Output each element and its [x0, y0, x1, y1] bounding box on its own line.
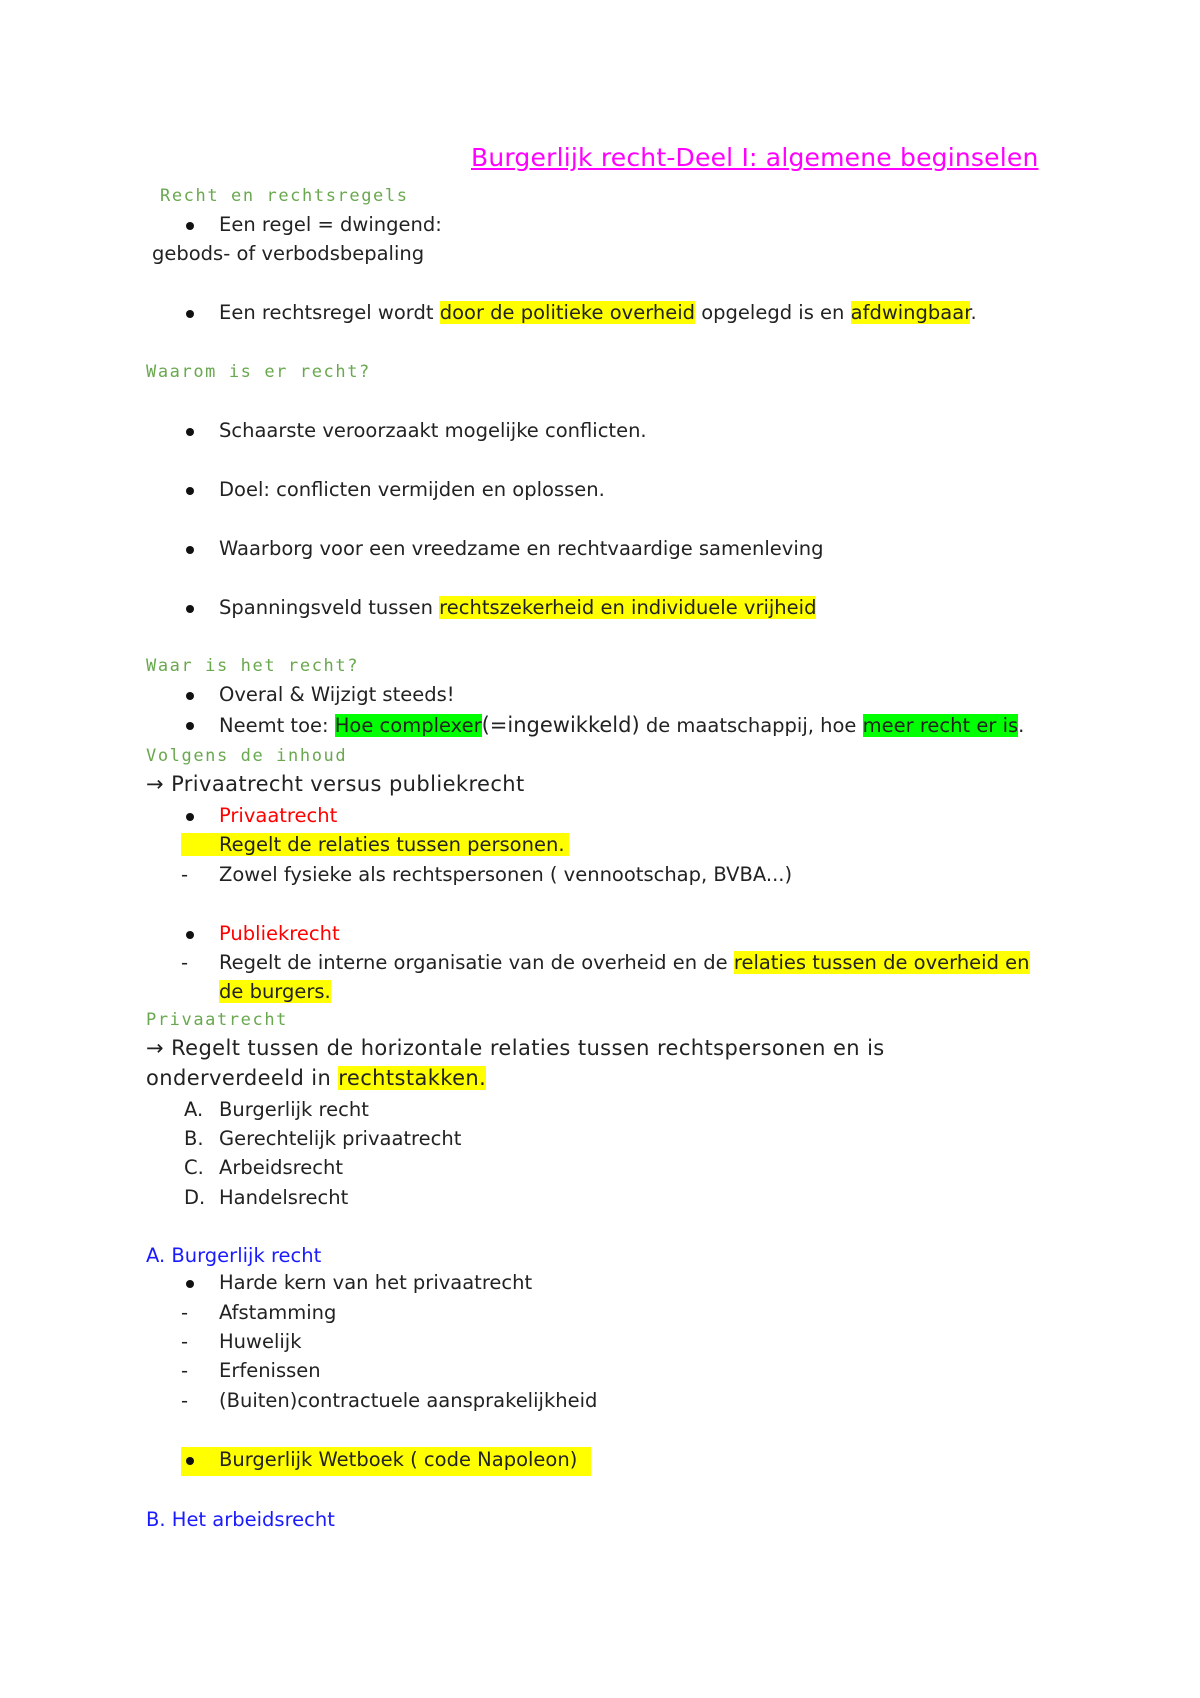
s1-bullet-1: Een regel = dwingend: — [219, 213, 442, 236]
privaatrecht-label: Privaatrecht — [219, 804, 338, 827]
bullet-icon — [186, 722, 194, 730]
heading-waar-is-het-recht: Waar is het recht? — [146, 656, 360, 676]
text: . — [970, 301, 977, 324]
s5-arrow-line-1: → Regelt tussen de horizontale relaties tussen rechtspersonen en is — [146, 1036, 885, 1060]
s4-priv-dash-2: Zowel fysieke als rechtspersonen ( vennootschap, BVBA...) — [219, 863, 793, 886]
highlight: relaties tussen de overheid en — [733, 951, 1030, 974]
bullet-icon — [186, 222, 194, 230]
highlight: rechtszekerheid en individuele vrijheid — [439, 596, 817, 619]
s2-bullet-4 — [219, 596, 816, 619]
heading-volgens-de-inhoud: Volgens de inhoud — [146, 746, 348, 766]
list-item-text: Gerechtelijk privaatrecht — [219, 1127, 462, 1150]
text: onderverdeeld in — [146, 1066, 339, 1090]
heading-privaatrecht: Privaatrecht — [146, 1010, 289, 1030]
highlight: de burgers. — [219, 980, 331, 1003]
list-item-text: Burgerlijk recht — [219, 1098, 369, 1121]
s4-arrow-line: → Privaatrecht versus publiekrecht — [146, 772, 525, 796]
s1-bullet-2 — [219, 301, 977, 324]
highlight: Hoe complexer — [334, 714, 482, 737]
s6-dash-item: (Buiten)contractuele aansprakelijkheid — [219, 1389, 598, 1412]
highlight: afdwingbaar — [850, 301, 971, 324]
s4-pub-dash-1-line1 — [219, 951, 1030, 974]
s6-dash-item: Huwelijk — [219, 1330, 302, 1353]
list-item-letter: C. — [184, 1156, 204, 1179]
highlight: meer recht er is — [862, 714, 1019, 737]
publiekrecht-label: Publiekrecht — [219, 922, 340, 945]
page-title: Burgerlijk recht-Deel I: algemene beginselen — [471, 143, 1039, 172]
s6-dash-item: Afstamming — [219, 1301, 337, 1324]
heading-a-burgerlijk-recht: A. Burgerlijk recht — [146, 1244, 322, 1267]
s2-bullet-1: Schaarste veroorzaakt mogelijke conflicten. — [219, 419, 647, 442]
highlight: door de politieke overheid — [439, 301, 696, 324]
dash-icon: - — [181, 1389, 189, 1412]
s2-bullet-3: Waarborg voor een vreedzame en rechtvaardige samenleving — [219, 537, 824, 560]
text: Regelt de interne organisatie van de overheid en de — [219, 951, 734, 974]
s6-bullet-1: Harde kern van het privaatrecht — [219, 1271, 533, 1294]
dash-icon: - — [181, 951, 189, 974]
list-item-text: Arbeidsrecht — [219, 1156, 343, 1179]
text: de maatschappij, hoe — [639, 714, 863, 737]
s6-bullet-2: Burgerlijk Wetboek ( code Napoleon) — [219, 1448, 578, 1471]
dash-icon: - — [181, 1330, 189, 1353]
s3-bullet-1: Overal & Wijzigt steeds! — [219, 683, 455, 706]
bullet-icon — [186, 1457, 194, 1465]
s1-bullet-1-continuation: gebods- of verbodsbepaling — [152, 242, 425, 265]
s5-arrow-line-2 — [146, 1066, 486, 1090]
s6-dash-item: Erfenissen — [219, 1359, 321, 1382]
heading-recht-en-rechtsregels: Recht en rechtsregels — [160, 186, 409, 206]
s4-priv-dash-1-row — [181, 833, 569, 856]
text: Spanningsveld tussen — [219, 596, 440, 619]
s2-bullet-2: Doel: conflicten vermijden en oplossen. — [219, 478, 605, 501]
dash-icon: - — [181, 863, 189, 886]
list-item-letter: A. — [184, 1098, 204, 1121]
text: opgelegd is en — [695, 301, 851, 324]
list-item-letter: B. — [184, 1127, 204, 1150]
bullet-icon — [186, 692, 194, 700]
bullet-icon — [186, 813, 194, 821]
text: . — [1018, 714, 1025, 737]
heading-waarom-is-er-recht: Waarom is er recht? — [146, 362, 371, 382]
text: Een rechtsregel wordt — [219, 301, 440, 324]
bullet-icon — [186, 310, 194, 318]
text: Neemt toe: — [219, 714, 335, 737]
bullet-icon — [186, 1280, 194, 1288]
s3-bullet-2 — [219, 713, 1024, 737]
heading-b-het-arbeidsrecht: B. Het arbeidsrecht — [146, 1508, 335, 1531]
highlight: Regelt de relaties tussen personen. — [181, 833, 569, 856]
dash-icon: - — [181, 1359, 189, 1382]
dash-icon: - — [181, 1301, 189, 1324]
highlight: rechtstakken. — [338, 1066, 487, 1090]
bullet-icon — [186, 428, 194, 436]
list-item-letter: D. — [184, 1186, 206, 1209]
text: (=ingewikkeld) — [481, 713, 640, 737]
s4-pub-dash-1-line2 — [219, 980, 331, 1003]
list-item-text: Handelsrecht — [219, 1186, 349, 1209]
bullet-icon — [186, 546, 194, 554]
bullet-icon — [186, 931, 194, 939]
bullet-icon — [186, 605, 194, 613]
bullet-icon — [186, 487, 194, 495]
